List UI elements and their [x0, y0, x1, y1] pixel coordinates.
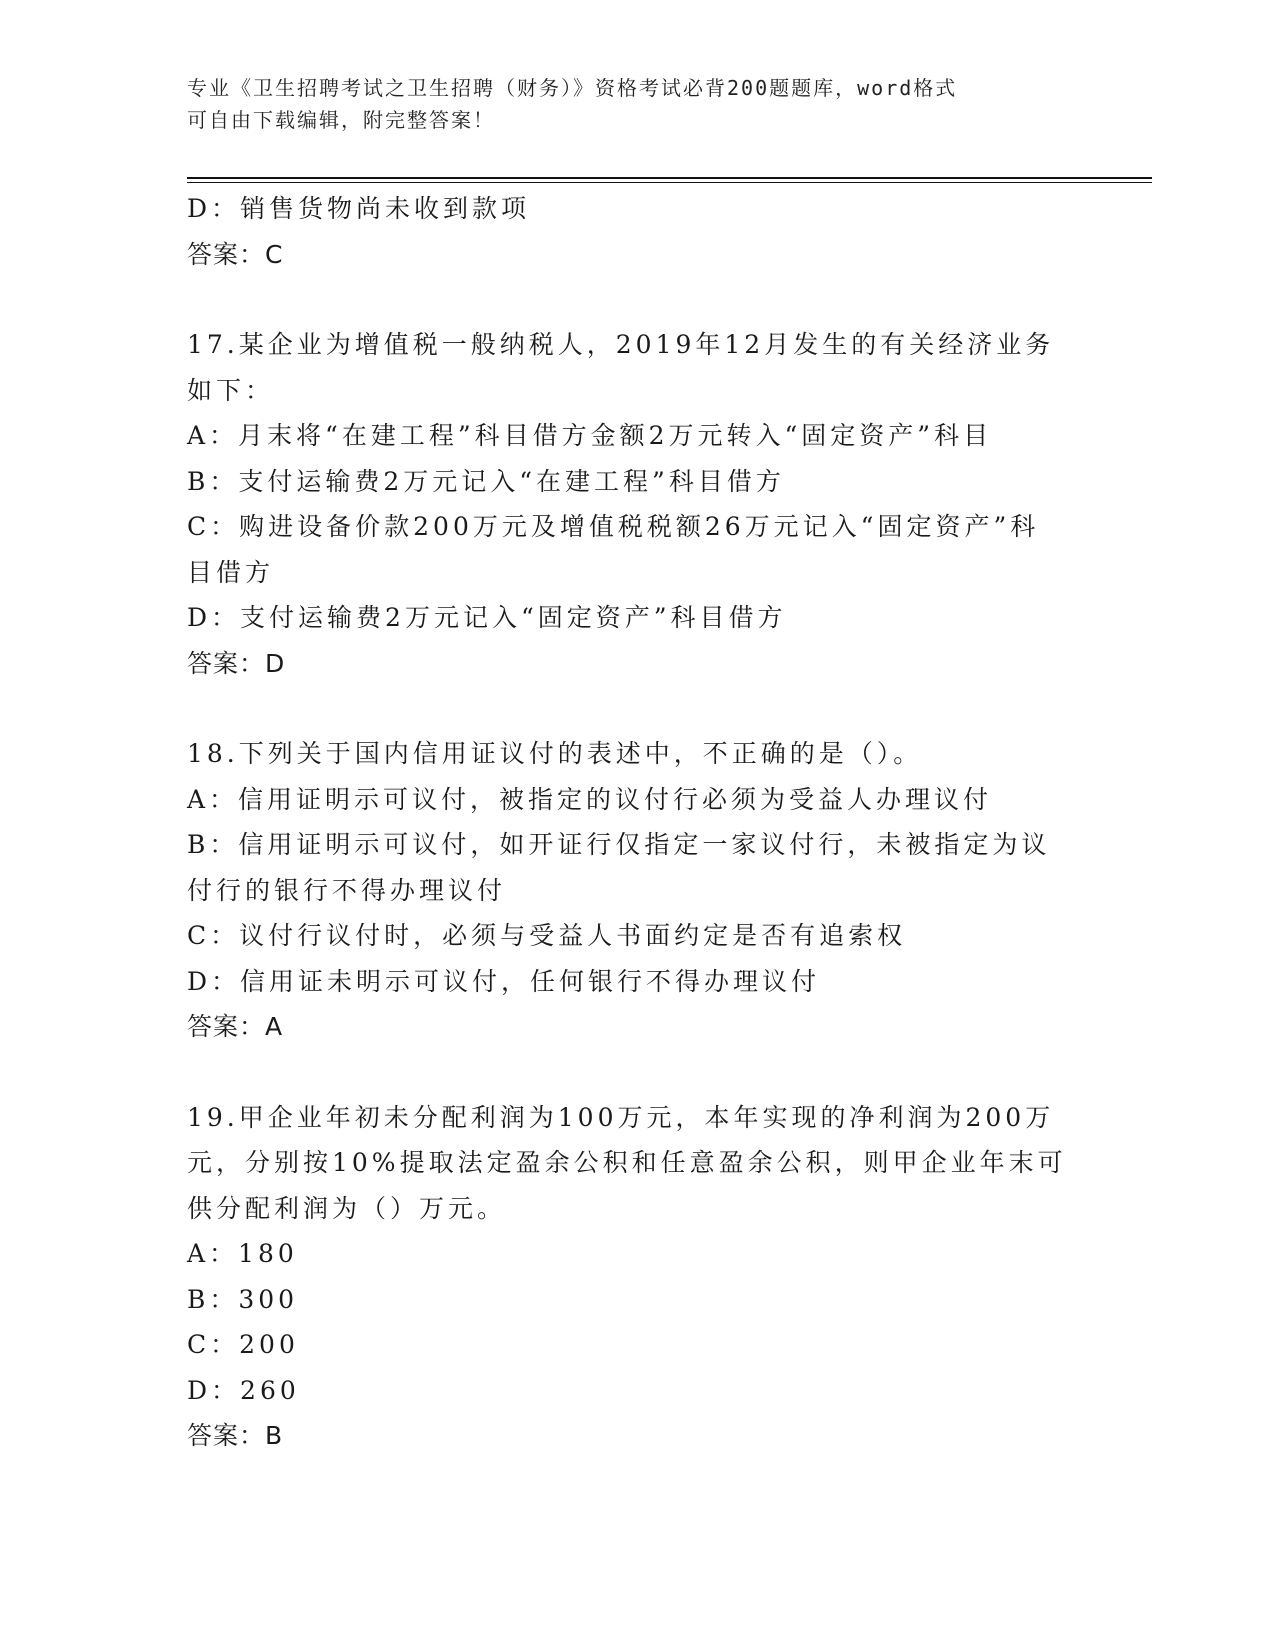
answer: 答案：B [187, 1421, 284, 1450]
option-d: D：支付运输费2万元记入“固定资产”科目借方 [187, 603, 787, 632]
option-a: A：月末将“在建工程”科目借方金额2万元转入“固定资产”科目 [187, 421, 993, 450]
answer: 答案：D [187, 648, 286, 678]
header-rule-thick [187, 177, 1152, 179]
answer: 答案：A [187, 1012, 284, 1041]
header-line-1: 专业《卫生招聘考试之卫生招聘（财务）》资格考试必背200题题库，word格式 [187, 76, 958, 100]
option-d: D：销售货物尚未收到款项 [187, 194, 531, 223]
header-line-2: 可自由下载编辑，附完整答案！ [187, 108, 495, 132]
option-b: B：300 [187, 1284, 299, 1314]
option-a: A：180 [187, 1239, 298, 1268]
question-content [187, 186, 1067, 1459]
option-b: B：支付运输费2万元记入“在建工程”科目借方 [187, 466, 785, 496]
option-c: C：购进设备价款200万元及增值税税额26万元记入“固定资产”科目借方 [187, 512, 1040, 587]
option-b: B：信用证明示可议付，如开证行仅指定一家议付行，未被指定为议付行的银行不得办理议付 [187, 830, 1051, 905]
document-header [187, 72, 1067, 136]
question-18 [187, 731, 1067, 1050]
option-a: A：信用证明示可议付，被指定的议付行必须为受益人办理议付 [187, 784, 993, 814]
question-19 [187, 1095, 1067, 1459]
question-stem: 19.甲企业年初未分配利润为100万元，本年实现的净利润为200万元，分别按10%提取法定盈余公积和任意盈余公积，则甲企业年末可供分配利润为（）万元。 [187, 1102, 1067, 1223]
spacer [187, 1050, 1067, 1095]
answer: 答案：C [187, 239, 284, 269]
spacer [187, 277, 1067, 322]
question-stem: 17.某企业为增值税一般纳税人，2019年12月发生的有关经济业务如下： [187, 330, 1055, 405]
question-17 [187, 322, 1067, 686]
option-d: D：信用证未明示可议付，任何银行不得办理议付 [187, 966, 821, 996]
question-stem: 18.下列关于国内信用证议付的表述中，不正确的是（）。 [187, 739, 923, 768]
option-d: D：260 [187, 1375, 300, 1405]
spacer [187, 686, 1067, 731]
option-c: C：200 [187, 1330, 299, 1359]
option-c: C：议付行议付时，必须与受益人书面约定是否有追索权 [187, 921, 907, 950]
header-rule-thin [187, 182, 1152, 183]
previous-question-tail [187, 186, 1067, 277]
